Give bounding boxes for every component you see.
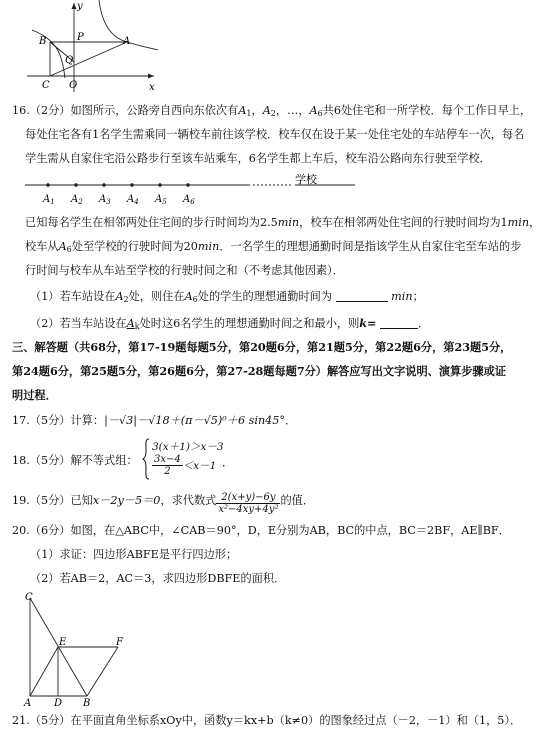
top-figure [22, 0, 172, 95]
section3-line1: 三、解答题（共68分，第17-19题每题5分，第20题6分，第21题5分，第22题6分，第23题5分， [12, 340, 512, 354]
section3-line2: 第24题6分，第25题5分，第26题6分，第27-28题每题7分）解答应写出文字说明、演算步骤或证 [12, 364, 507, 378]
section3-line3: 明过程． [12, 388, 57, 402]
q16-line2: 每处住宅各有1名学生需乘同一辆校车前往该学校．校车仅在设于某一处住宅处的车站停车一次，每名 [25, 128, 525, 141]
label-x: x [149, 82, 155, 93]
label-C: C [42, 80, 50, 91]
label-B: B [39, 36, 47, 47]
fig20-D: D [54, 698, 63, 709]
road-A2: $A_2$ [71, 194, 83, 206]
q16-sub1: （1）若车站设在$A_2$处，则住在$A_6$处的学生的理想通勤时间为 min； [30, 290, 424, 304]
q16-sub2: （2）若当车站设在$A_k$处时这6名学生的理想通勤时间之和最小，则k= ． [30, 316, 430, 331]
q20-figure [22, 590, 137, 708]
label-Q: Q [65, 55, 74, 66]
road-A3: $A_3$ [99, 194, 111, 206]
fig20-E: E [59, 637, 67, 648]
q16-line1: 16.（2分）如图所示，公路旁自西向东依次有$A_1$，$A_2$，…，$A_6$共6处住宅和一所学校．每个工作日早上， [12, 104, 532, 118]
q19: 19.（5分）已知x－2y－5＝0，求代数式 $\frac{2(x+y)-6y}{\text{x²−4xy+4y²}}$ 的值． [12, 492, 315, 515]
road-figure [25, 175, 365, 211]
q20-sub1: （1）求证：四边形ABFE是平行四边形； [30, 548, 238, 561]
label-O: O [69, 80, 78, 91]
q20-sub2: （2）若AB＝2，AC＝3，求四边形DBFE的面积． [30, 572, 286, 585]
label-P: P [77, 32, 84, 43]
q20-line1: 20.（6分）如图，在△ABC中，∠CAB＝90°，D，E分别为AB，BC的中点，BC＝2BF，AE∥BF． [12, 524, 510, 537]
q17: 17.（5分）计算：|－√3|－√18＋(π－√5)⁰＋6 sin45°． [12, 414, 297, 427]
road-A4: $A_4$ [127, 194, 139, 206]
fig20-C: C [25, 592, 33, 603]
road-A6: $A_6$ [183, 194, 195, 206]
answer-blank-2[interactable] [380, 317, 418, 329]
fig20-A: A [24, 698, 32, 709]
road-school: 学校 [295, 173, 317, 186]
q18: 18.（5分）解不等式组： [12, 454, 138, 467]
q16-line3: 学生需从自家住宅沿公路步行至该车站乘车，6名学生都上车后，校车沿公路向东行驶至学校． [25, 152, 491, 165]
label-y: y [77, 1, 83, 12]
q16-line4: 已知每名学生在相邻两处住宅间的步行时间均为2.5min，校车在相邻两处住宅间的行驶时间均为1min， [25, 216, 540, 229]
road-A5: $A_5$ [155, 194, 167, 206]
q16-line6: 行时间与校车从车站至学校的行驶时间之和（不考虑其他因素）． [25, 264, 344, 277]
answer-blank-1[interactable] [336, 290, 388, 302]
q16-line5: 校车从$A_6$处至学校的行驶时间为20min．一名学生的理想通勤时间是指该学生从自家住宅至车站的步 [25, 240, 522, 254]
label-A: A [123, 36, 131, 47]
road-A1: $A_1$ [43, 194, 55, 206]
fig20-B: B [83, 698, 91, 709]
q18-end: ． [222, 456, 234, 469]
q18-system: 3(x＋1)＞x－3 $\frac{3x-4}{2}$ ＜x－1 [142, 438, 232, 480]
q21: 21.（5分）在平面直角坐标系xOy中，函数y＝kx+b（k≠0）的图象经过点（－2，－1）和（1，5）． [12, 714, 522, 727]
fig20-F: F [116, 637, 123, 648]
